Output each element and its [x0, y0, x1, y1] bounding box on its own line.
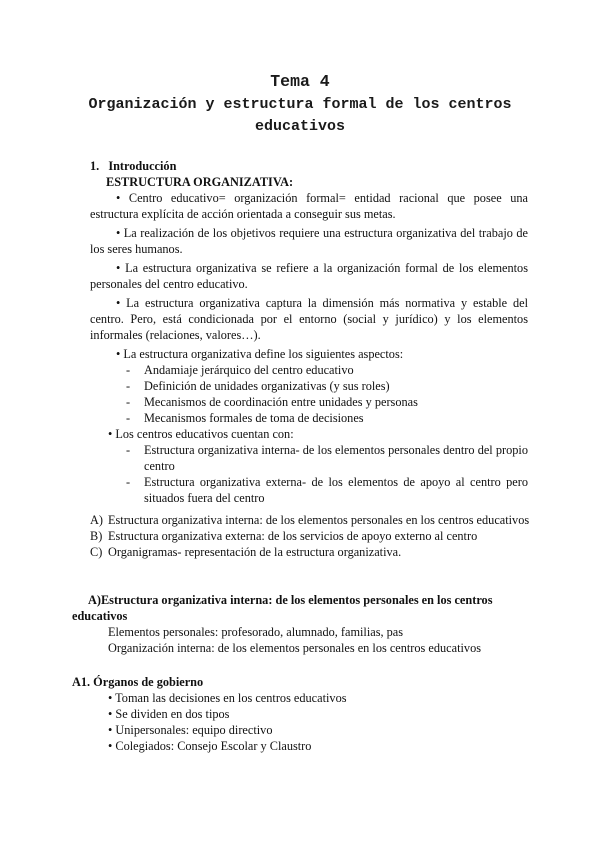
list-item: • Se dividen en dos tipos [108, 707, 230, 721]
section-a-line: Organización interna: de los elementos personales en los centros educativos [108, 641, 482, 655]
section-a-line: Elementos personales: profesorado, alumnado, familias, pas [108, 625, 404, 639]
list-item: - Estructura organizativa interna- de los elementos personales dentro del propio centro [126, 443, 528, 473]
list-item: - Mecanismos formales de toma de decisiones [126, 411, 364, 425]
centros-intro: • Los centros educativos cuentan con: [108, 427, 294, 441]
section-a1-heading: A1. Órganos de gobierno [72, 675, 204, 689]
outline-list [90, 512, 530, 560]
list-item: • Toman las decisiones en los centros educativos [108, 691, 347, 705]
list-item: - Definición de unidades organizativas (y sus roles) [126, 379, 390, 393]
aspects-intro: • La estructura organizativa define los siguientes aspectos: [116, 347, 404, 361]
section-heading [90, 158, 528, 174]
document-title: Tema 4 [270, 72, 330, 91]
outline-item: B) Estructura organizativa externa: de los servicios de apoyo externo al centro [90, 529, 478, 543]
paragraph: • La realización de los objetivos requiere una estructura organizativa del trabajo de los seres humanos. [90, 226, 528, 256]
list-item: • Colegiados: Consejo Escolar y Claustro [108, 739, 312, 753]
section-a-heading: A)Estructura organizativa interna: de los elementos personales en los centros educativos [72, 593, 493, 623]
list-item: - Mecanismos de coordinación entre unidades y personas [126, 395, 418, 409]
section-number: 1. [90, 159, 100, 173]
document-subtitle: Organización y estructura formal de los centros educativos [88, 96, 512, 135]
section-a1 [72, 674, 530, 754]
paragraph: • La estructura organizativa se refiere a la organización formal de los elementos personales del centro educativo. [90, 261, 528, 291]
outline-item: C) Organigramas- representación de la estructura organizativa. [90, 545, 402, 559]
paragraph: • La estructura organizativa captura la dimensión más normativa y estable del centro. Pero, está condicionada por el entorno (social y jurídico) y los elementos informales (relaciones, valores…). [90, 296, 528, 342]
intro-paragraphs [90, 190, 528, 506]
aspects-list [90, 362, 528, 426]
outline-item: A) Estructura organizativa interna: de los elementos personales en los centros educativos [90, 513, 530, 527]
list-item: - Andamiaje jerárquico del centro educativo [126, 363, 354, 377]
section-a [72, 592, 530, 656]
subheading: ESTRUCTURA ORGANIZATIVA: [106, 175, 294, 189]
list-item: - Estructura organizativa externa- de los elementos de apoyo al centro pero situados fuera del centro [126, 475, 528, 505]
list-item: • Unipersonales: equipo directivo [108, 723, 273, 737]
paragraph: • Centro educativo= organización formal= entidad racional que posee una estructura explícita de acción orientada a conseguir sus metas. [90, 191, 528, 221]
centros-list [90, 442, 528, 506]
section-title: Introducción [108, 159, 177, 173]
section-introduction [90, 158, 528, 190]
